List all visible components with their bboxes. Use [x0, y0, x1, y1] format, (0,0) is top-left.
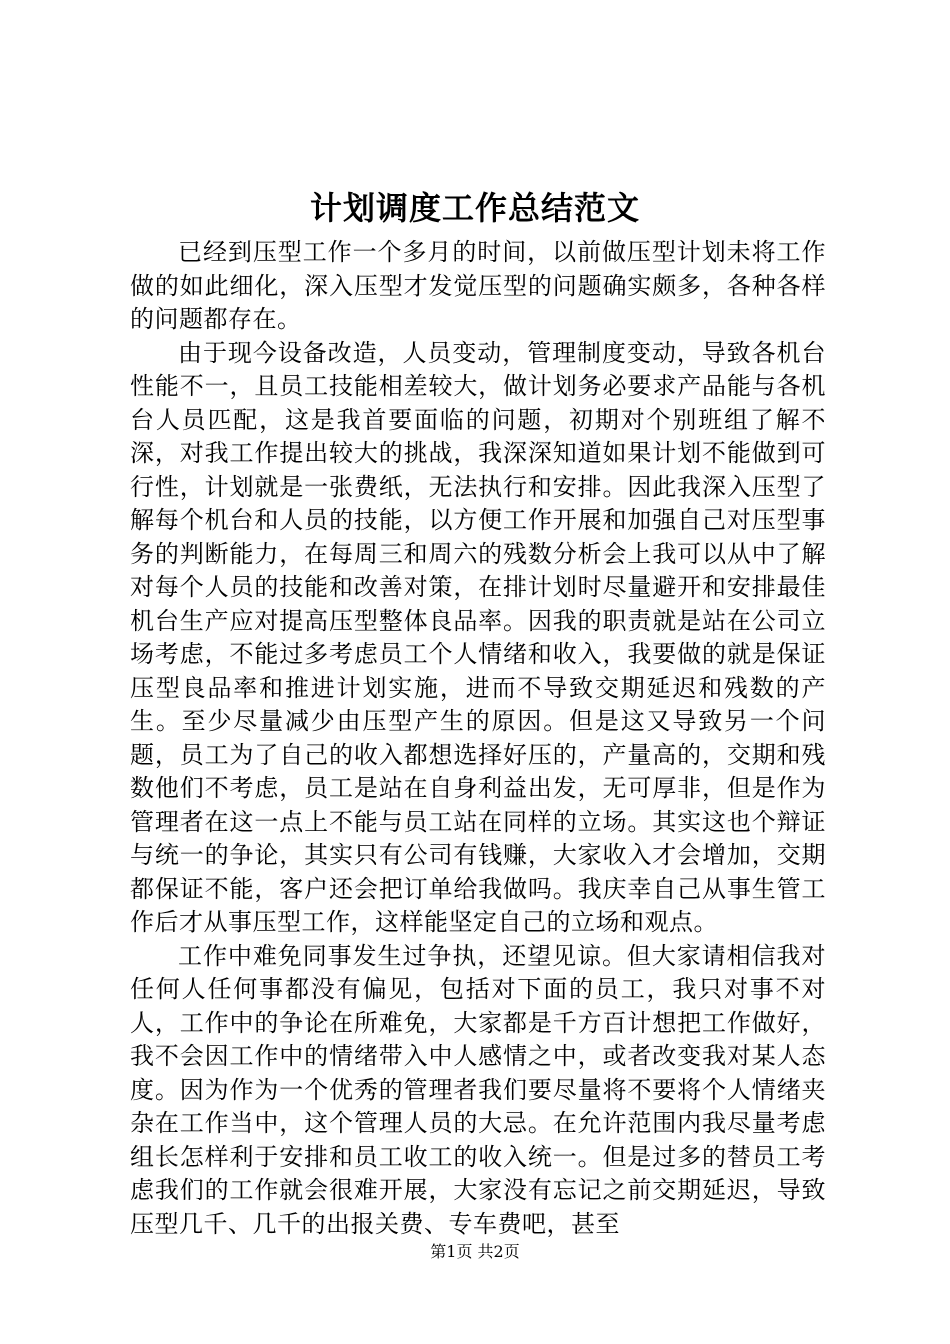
- paragraph-2: 由于现今设备改造，人员变动，管理制度变动，导致各机台性能不一，且员工技能相差较大，做计划务必要求产品能与各机台人员匹配，这是我首要面临的问题，初期对个别班组了解不深，对我工作提出较大的挑战，我深深知道如果计划不能做到可行性，计划就是一张费纸，无法执行和安排。因此我深入压型了解每个机台和人员的技能，以方便工作开展和加强自己对压型事务的判断能力，在每周三和周六的残数分析会上我可以从中了解对每个人员的技能和改善对策，在排计划时尽量避开和安排最佳机台生产应对提高压型整体良品率。因我的职责就是站在公司立场考虑，不能过多考虑员工个人情绪和收入，我要做的就是保证压型良品率和推进计划实施，进而不导致交期延迟和残数的产生。至少尽量减少由压型产生的原因。但是这又导致另一个问题，员工为了自己的收入都想选择好压的，产量高的，交期和残数他们不考虑，员工是站在自身利益出发，无可厚非，但是作为管理者在这一点上不能与员工站在同样的立场。其实这也个辩证与统一的争论，其实只有公司有钱赚，大家收入才会增加，交期都保证不能，客户还会把订单给我做吗。我庆幸自己从事生管工作后才从事压型工作，这样能坚定自己的立场和观点。: [130, 338, 826, 936]
- document-body: [130, 236, 826, 1241]
- document-title: 计划调度工作总结范文: [309, 189, 640, 227]
- page-number-footer: 第1页 共2页: [430, 1242, 520, 1261]
- paragraph-1: 已经到压型工作一个多月的时间，以前做压型计划未将工作做的如此细化，深入压型才发觉压型的问题确实颇多，各种各样的问题都存在。: [130, 238, 826, 333]
- paragraph-3: 工作中难免同事发生过争执，还望见谅。但大家请相信我对任何人任何事都没有偏见，包括对下面的员工，我只对事不对人，工作中的争论在所难免，大家都是千方百计想把工作做好，我不会因工作中的情绪带入中人感情之中，或者改变我对某人态度。因为作为一个优秀的管理者我们要尽量将不要将个人情绪夹杂在工作当中，这个管理人员的大忌。在允许范围内我尽量考虑组长怎样利于安排和员工收工的收入统一。但是过多的替员工考虑我们的工作就会很难开展，大家没有忘记之前交期延迟，导致压型几千、几千的出报关费、专车费吧，甚至: [130, 941, 826, 1238]
